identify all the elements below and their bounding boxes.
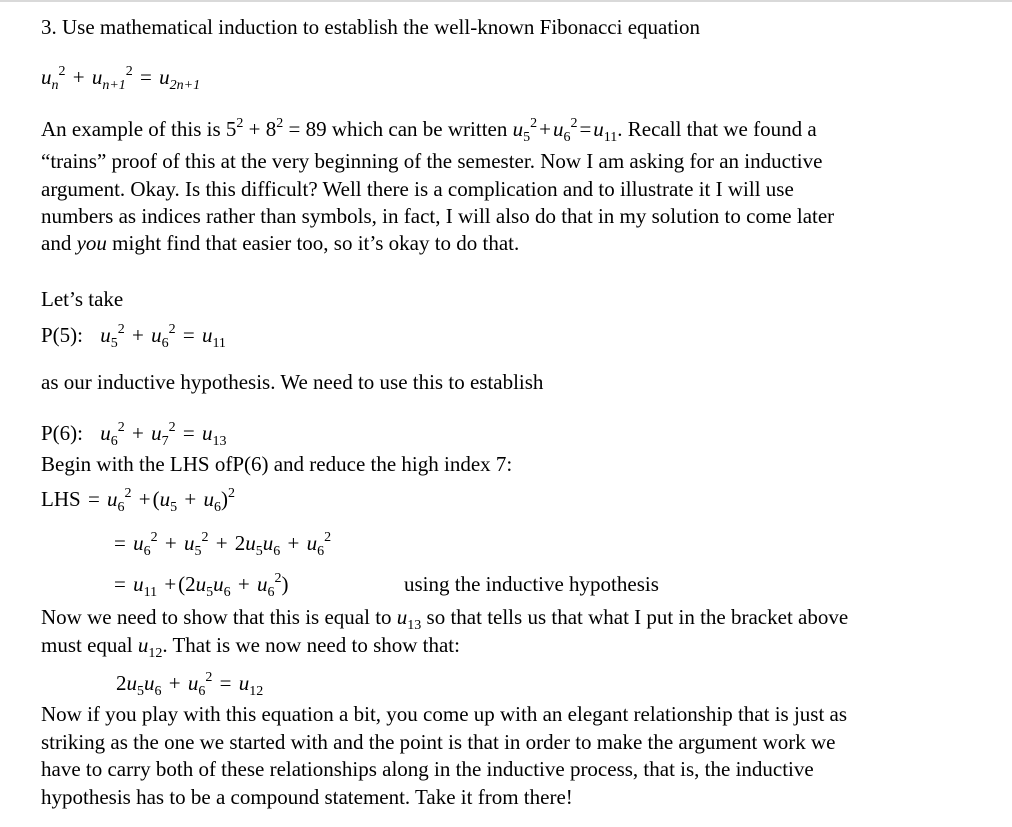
- p5-equation: P(5): $u_5^2 + u_6^2 = u_{11}$: [41, 322, 226, 351]
- now-line: Now we need to show that this is equal to $u_{13}$ so that tells us that what I put in the bracket above: [41, 605, 849, 633]
- paragraph-line: and you might find that easier too, so it’s okay to do that.: [41, 231, 520, 255]
- p6-equation: P(6): $u_6^2 + u_7^2 = u_{13}$: [41, 420, 227, 449]
- lhs-step-3: = $u_{11} +(2u_5u_6 + u_6^2)$: [114, 571, 289, 600]
- problem-statement: [41, 14, 700, 40]
- paragraph-line: argument. Okay. Is this difficult? Well there is a complication and to illustrate it I will use: [41, 177, 794, 201]
- lhs-step-1: LHS = $u_6^2 +(u_5 + u_6)^2$: [41, 486, 235, 515]
- p6-label: P(6):: [41, 421, 83, 445]
- lhs-step-2: = $u_6^2 + u_5^2 + 2u_5u_6 + u_6^2$: [114, 530, 332, 559]
- target-equation: $2u_5u_6 + u_6^2 = u_{12}$: [116, 670, 264, 699]
- p5-label: P(5):: [41, 323, 83, 347]
- using-hypothesis-note: using the inductive hypothesis: [404, 572, 659, 596]
- final-paragraph-line: hypothesis has to be a compound statement. Take it from there!: [41, 785, 573, 809]
- fibonacci-equation: $u_n^2 + u_{n+1}^2 = u_{2n+1}$: [41, 64, 201, 93]
- final-paragraph-line: Now if you play with this equation a bit, you come up with an elegant relationship that is just as: [41, 702, 848, 726]
- final-paragraph-line: striking as the one we started with and the point is that in order to make the argument work we: [41, 730, 836, 754]
- paragraph-line: “trains” proof of this at the very beginning of the semester. Now I am asking for an inductive: [41, 149, 823, 173]
- paragraph-line: numbers as indices rather than symbols, in fact, I will also do that in my solution to come later: [41, 204, 835, 228]
- final-paragraph-line: have to carry both of these relationships along in the inductive process, that is, the inductive: [41, 757, 814, 781]
- lets-take-line: Let’s take: [41, 287, 124, 311]
- begin-line: Begin with the LHS ofP(6) and reduce the high index 7:: [41, 452, 513, 476]
- hypothesis-line: as our inductive hypothesis. We need to use this to establish: [41, 370, 544, 394]
- emphasis-you: you: [76, 231, 107, 255]
- example-line: An example of this is $5^2 + 8^2 = 89$ which can be written $u_5^2+u_6^2=u_{11}$. Recall that we found a: [41, 116, 817, 145]
- must-equal-line: must equal $u_{12}$. That is we now need to show that:: [41, 633, 460, 661]
- problem-text: Use mathematical induction to establish the well-known Fibonacci equation: [62, 15, 701, 39]
- top-divider: [0, 0, 1012, 2]
- problem-number: 3.: [41, 15, 57, 39]
